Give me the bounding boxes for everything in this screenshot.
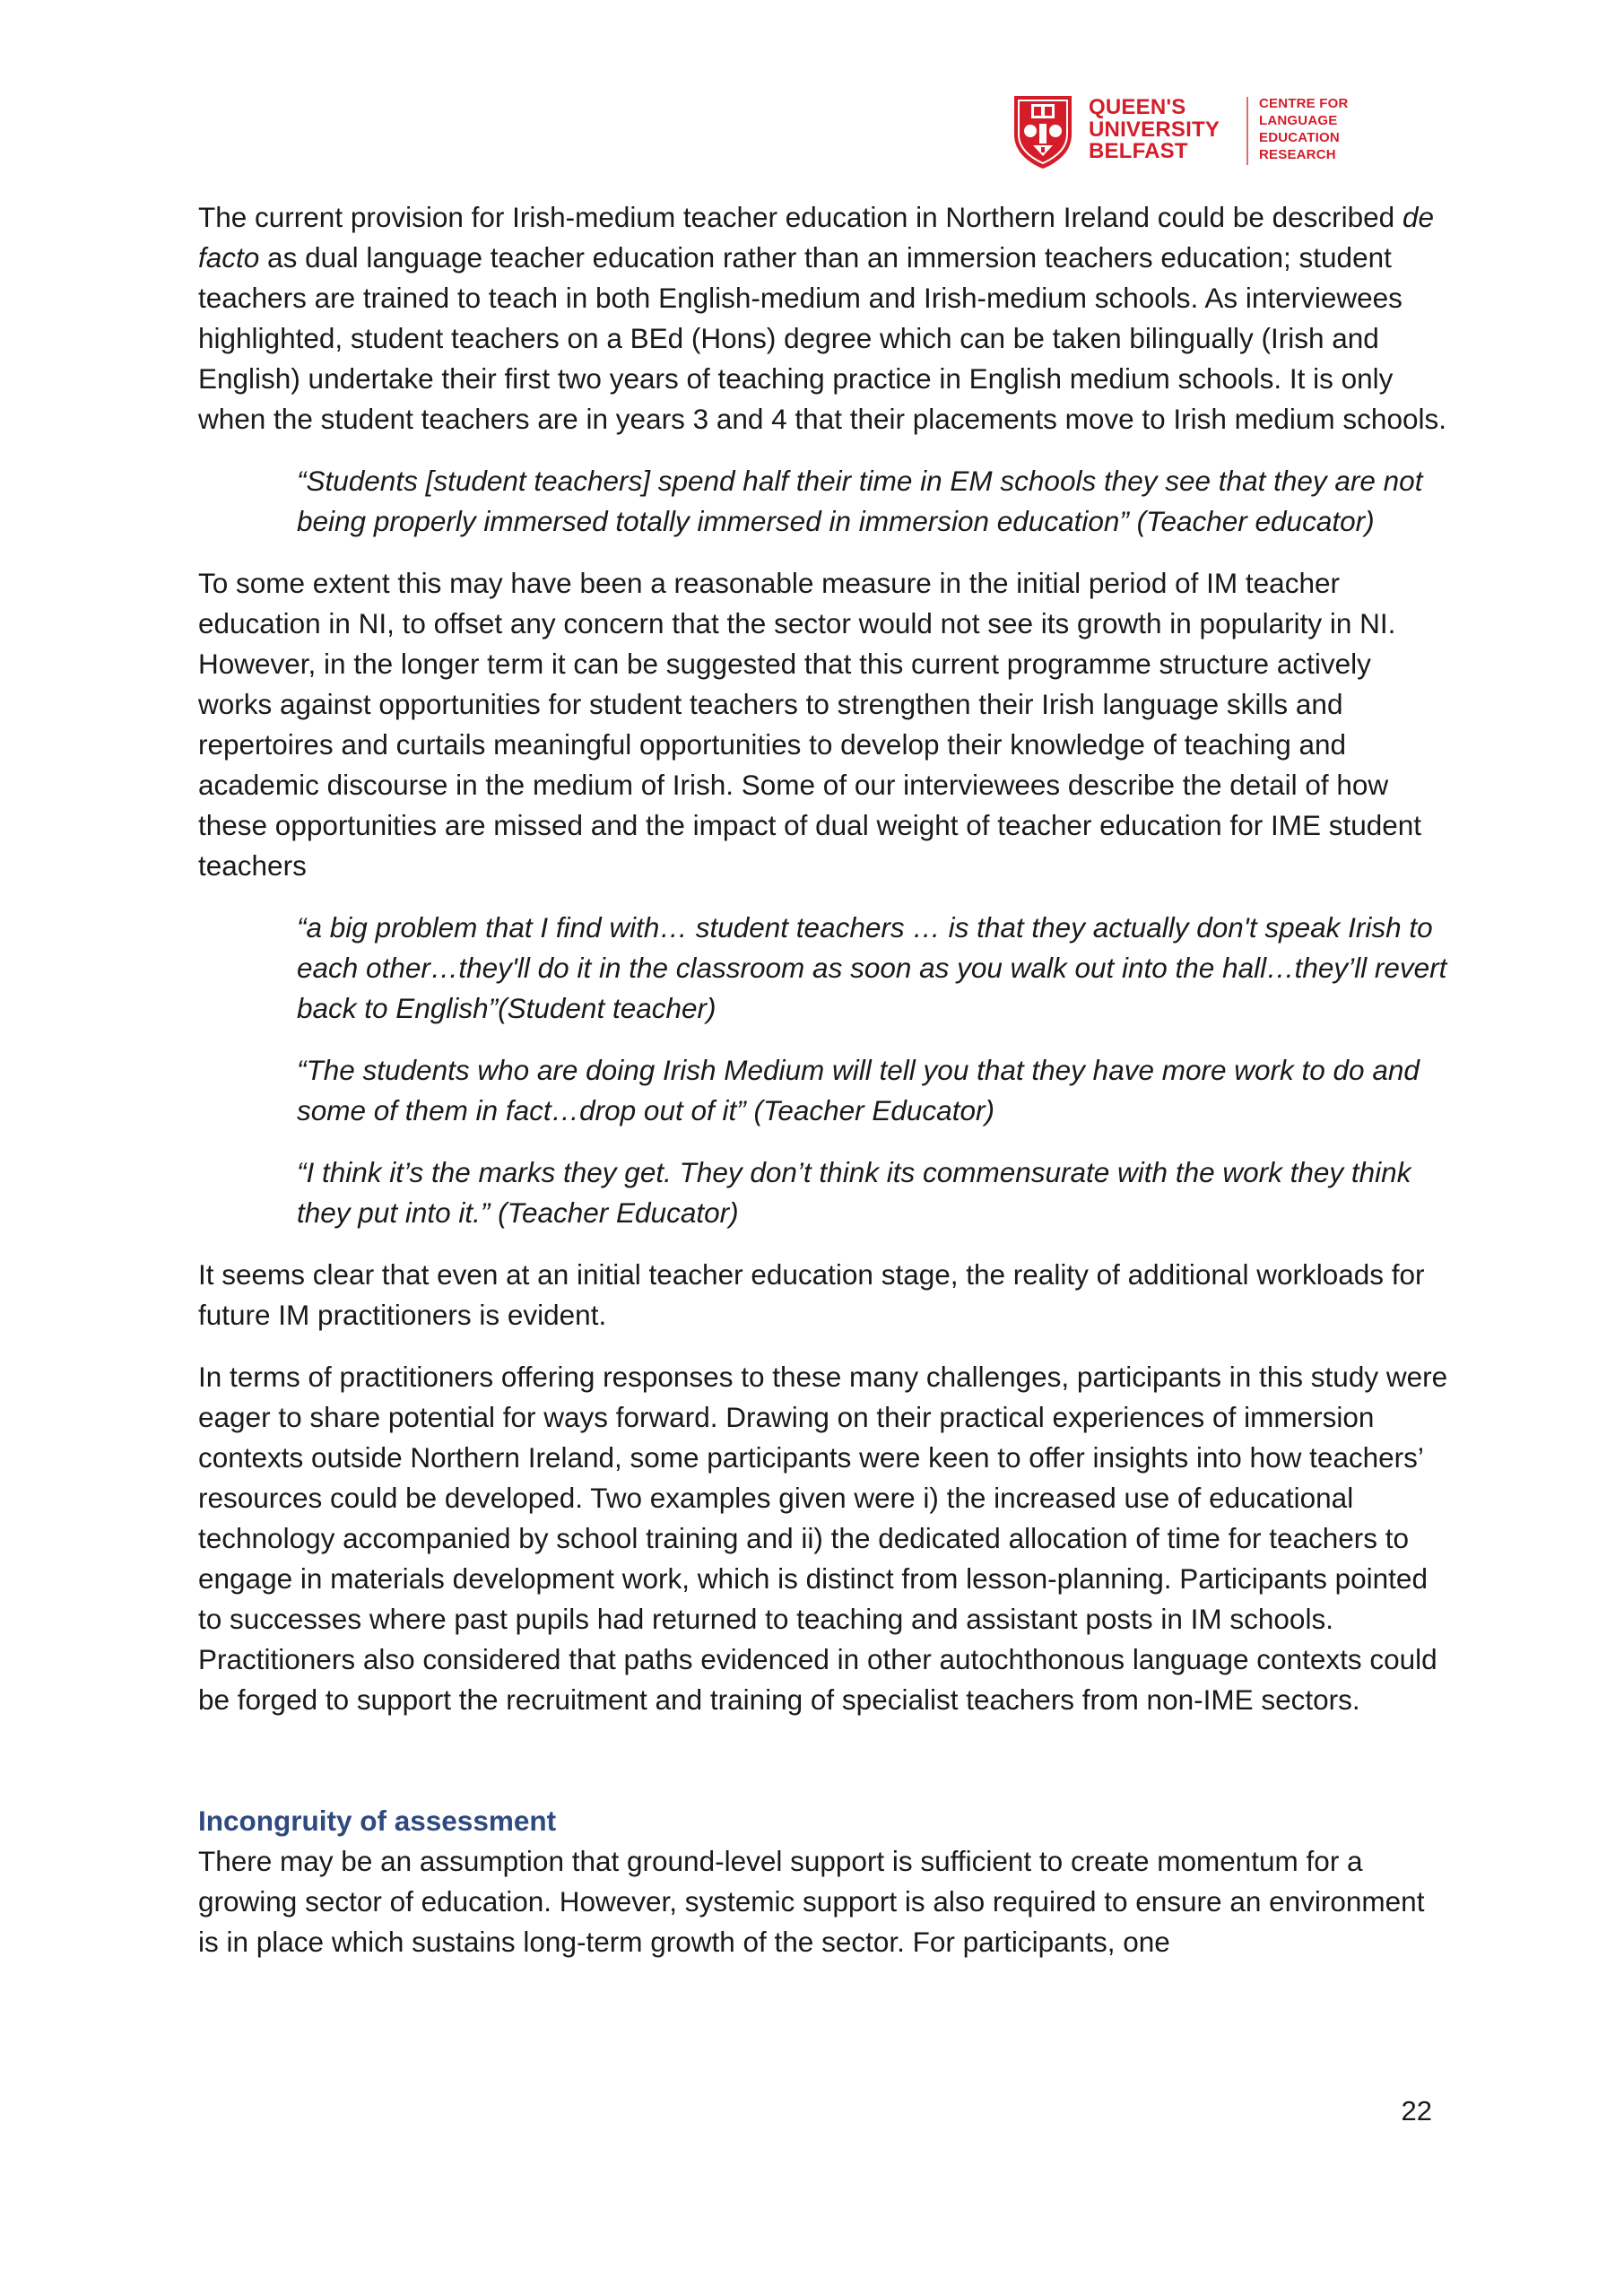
paragraph-1-end: as dual language teacher education rather than an immersion teachers education; student teachers are trained to teach in both English-medium and Irish-medium schools. As interviewees highlighted, student teachers on a BEd (Hons) degree which can be taken bilingually (Irish and English) undertake their first two years of teaching practice in English medium schools. It is only when the student teachers are in years 3 and 4 that their placements move to Irish medium schools.: [198, 241, 1446, 435]
centre-line-4: RESEARCH: [1259, 147, 1336, 162]
quote-4: “I think it’s the marks they get. They don’t think its commensurate with the work they think they put into it.” (Teacher Educator): [297, 1156, 1411, 1229]
qub-logo: [1012, 93, 1350, 170]
page-number: 22: [1401, 2095, 1432, 2126]
paragraph-3: It seems clear that even at an initial teacher education stage, the reality of additional workloads for future IM practitioners is evident.: [198, 1258, 1425, 1331]
quote-2: “a big problem that I find with… student teachers … is that they actually don't speak Irish to each other…they'll do it in the classroom as soon as you walk out into the hall…they’ll revert back to English”(Student teacher): [297, 911, 1447, 1024]
centre-line-2: LANGUAGE: [1259, 113, 1338, 128]
paragraph-2: To some extent this may have been a reasonable measure in the initial period of IM teacher education in NI, to offset any concern that the sector would not see its growth in popularity in NI. However, in the longer term it can be suggested that this current programme structure actively works against opportunities for student teachers to strengthen their Irish language skills and repertoires and curtails meaningful opportunities to develop their knowledge of teaching and academic discourse in the medium of Irish. Some of our interviewees describe the detail of how these opportunities are missed and the impact of dual weight of teacher education for IME student teachers: [198, 567, 1422, 882]
paragraph-1-italic: de facto: [198, 201, 1434, 274]
paragraph-1: [198, 197, 1449, 439]
university-crest-icon: [1012, 93, 1074, 170]
centre-name: [1259, 95, 1349, 163]
section-heading: Incongruity of assessment: [198, 1805, 557, 1837]
quote-1: “Students [student teachers] spend half their time in EM schools they see that they are not being properly immersed totally immersed in immersion education” (Teacher educator): [297, 465, 1423, 537]
section-spacer: [198, 1742, 1449, 1801]
quote-3: “The students who are doing Irish Medium will tell you that they have more work to do and some of them in fact…drop out of it” (Teacher Educator): [297, 1054, 1420, 1126]
paragraph-4: In terms of practitioners offering responses to these many challenges, participants in this study were eager to share potential for ways forward. Drawing on their practical experiences of immersion contexts outside Northern Ireland, some participants were keen to offer insights into how teachers’ resources could be developed. Two examples given were i) the increased use of educational technology accompanied by school training and ii) the dedicated allocation of time for teachers to engage in materials development work, which is distinct from lesson-planning. Participants pointed to successes where past pupils had returned to teaching and assistant posts in IM schools. Practitioners also considered that paths evidenced in other autochthonous language contexts could be forged to support the recruitment and training of specialist teachers from non-IME sectors.: [198, 1361, 1448, 1716]
document-body: [198, 197, 1449, 1984]
university-name: [1089, 97, 1220, 163]
paragraph-5: There may be an assumption that ground-level support is sufficient to create momentum for a growing sector of education. However, systemic support is also required to ensure an environment is in place which sustains long-term growth of the sector. For participants, one: [198, 1845, 1425, 1958]
logo-divider: [1246, 97, 1248, 165]
university-line-3: BELFAST: [1089, 139, 1188, 163]
paragraph-1-start: The current provision for Irish-medium teacher education in Northern Ireland could be described: [198, 201, 1403, 233]
centre-line-1: CENTRE FOR: [1259, 96, 1349, 111]
university-line-1: QUEEN'S: [1089, 95, 1186, 119]
centre-line-3: EDUCATION: [1259, 130, 1340, 145]
university-line-2: UNIVERSITY: [1089, 117, 1220, 142]
